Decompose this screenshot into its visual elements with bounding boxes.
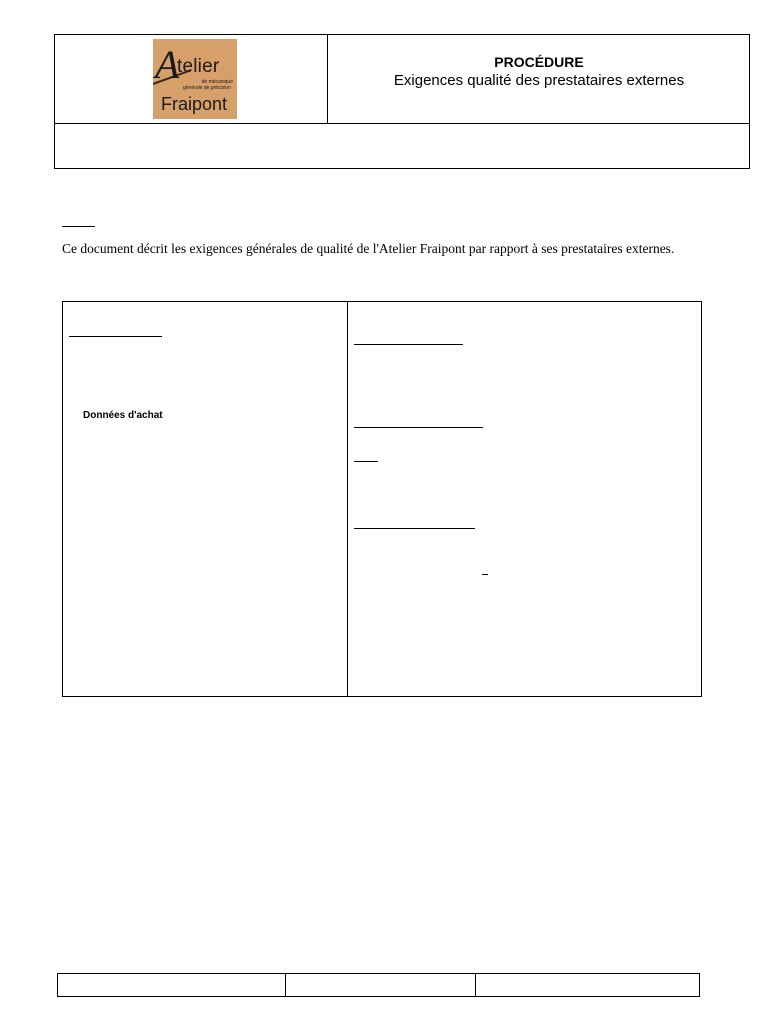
atelier-fraipont-logo — [153, 39, 237, 119]
header-row-divider — [55, 123, 749, 124]
logo-subtitle-line2: générale de précision — [183, 85, 231, 91]
requirements-table — [62, 301, 702, 697]
left-heading-rule — [69, 336, 162, 337]
footer-divider-1 — [285, 974, 286, 996]
header-table — [54, 34, 750, 169]
right-heading-rule-2 — [354, 427, 483, 428]
procedure-title: PROCÉDURE — [494, 54, 584, 70]
table-column-divider — [347, 302, 348, 696]
intro-paragraph: Ce document décrit les exigences générales de qualité de l'Atelier Fraipont par rapport à ses prestataires externes. — [62, 241, 675, 256]
purchase-data-label: Données d'achat — [83, 410, 163, 421]
logo-subtitle — [183, 79, 237, 91]
right-heading-rule-3 — [354, 461, 378, 462]
right-heading-rule-1 — [354, 344, 463, 345]
footer-table — [57, 973, 700, 997]
logo-letter-a: A — [155, 42, 180, 87]
right-dash-mark — [482, 574, 488, 575]
logo-subtitle-line1: de mécanique — [201, 79, 233, 85]
logo-word: telier — [177, 56, 220, 77]
procedure-subtitle: Exigences qualité des prestataires externes — [393, 72, 685, 89]
section-heading-rule — [62, 226, 95, 227]
right-heading-rule-4 — [354, 528, 475, 529]
footer-divider-2 — [475, 974, 476, 996]
logo-brand: Fraipont — [161, 94, 228, 114]
